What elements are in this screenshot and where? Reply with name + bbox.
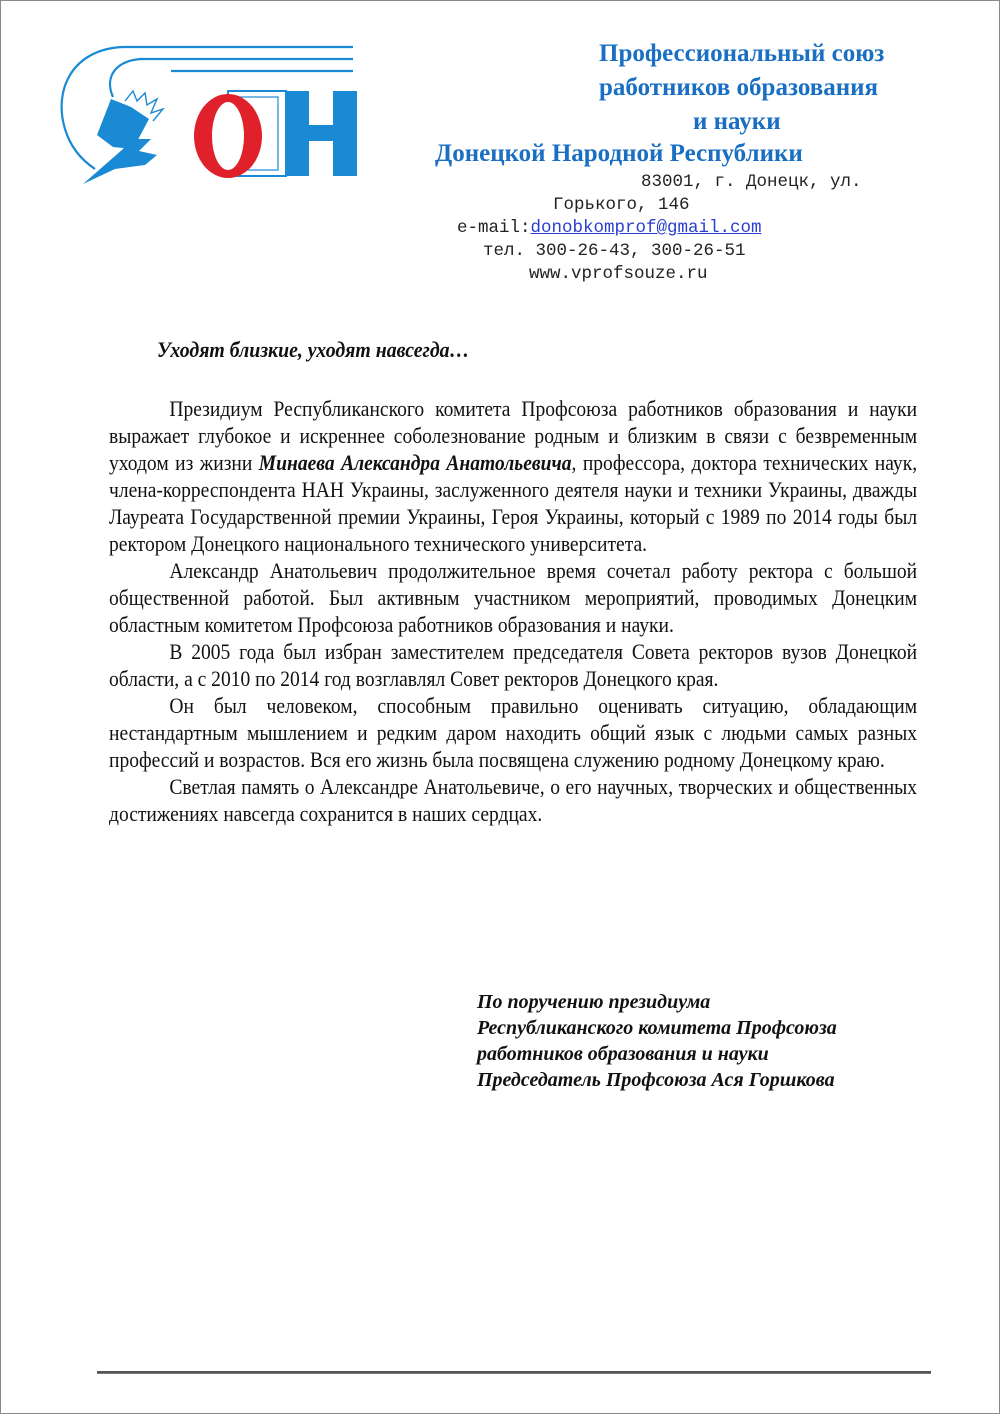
paragraph: В 2005 года был избран заместителем председателя Совета ректоров вузов Донецкой области, а с 2010 по 2014 год возглавлял Совет ректоров Донецкого края. xyxy=(109,639,918,691)
org-line: Донецкой Народной Республики xyxy=(435,140,803,167)
logo-letters xyxy=(194,91,357,178)
email-link[interactable]: donobkomprof@gmail.com xyxy=(530,218,762,238)
signature-line: По поручению президиума xyxy=(477,991,711,1013)
org-line: работников образования xyxy=(599,74,879,101)
address-line: 83001, г. Донецк, ул. xyxy=(641,172,862,192)
org-line: Профессиональный союз xyxy=(599,40,885,67)
email-line xyxy=(457,217,762,240)
paragraph: Александр Анатольевич продолжительное время сочетал работу ректора с большой общественной работой. Был активным участником мероприятий, проводимых Донецким областным комитетом Профсоюза работников образования и науки. xyxy=(109,558,918,637)
footer-divider xyxy=(97,1371,931,1374)
signature-line: Председатель Профсоюза Ася Горшкова xyxy=(477,1069,835,1091)
email-label: e-mail: xyxy=(457,218,531,238)
paragraph-text: Президиум Республиканского комитета Профсоюза работников образования и науки выражает глубокое и искреннее соболезнование родным и близким в связи с безвременным уходом из жизни xyxy=(109,396,918,475)
address-line: Горького, 146 xyxy=(553,195,690,215)
union-logo xyxy=(53,39,359,189)
letter-body xyxy=(109,395,917,827)
paragraph: Он был человеком, способным правильно оценивать ситуацию, обладающим нестандартным мышлением и редким даром находить общий язык с людьми самых разных профессий и возрастов. Вся его жизнь была посвящена служению родному Донецкому краю. xyxy=(109,693,918,772)
paragraph xyxy=(109,395,917,557)
signature-block xyxy=(477,989,837,1093)
phone-line: тел. 300-26-43, 300-26-51 xyxy=(483,241,746,261)
signature-line: работников образования и науки xyxy=(477,1043,769,1065)
website-line: www.vprofsouze.ru xyxy=(529,264,708,284)
letter-subtitle: Уходят близкие, уходят навсегда… xyxy=(157,337,470,362)
org-line: и науки xyxy=(693,108,781,135)
paragraph-text: , профессора, доктора технических наук, члена-корреспондента НАН Украины, заслуженного деятеля науки и техники Украины, дважды Лауреата Государственной премии Украины, Героя Украины, который с 1989 по 2014 годы был ректором Донецкого национального технического университета. xyxy=(109,450,918,556)
signature-line: Республиканского комитета Профсоюза xyxy=(477,1017,837,1039)
deceased-name: Минаева Александра Анатольевича xyxy=(258,450,572,475)
paragraph: Светлая память о Александре Анатольевиче, о его научных, творческих и общественных достижениях навсегда сохранится в наших сердцах. xyxy=(109,774,918,826)
